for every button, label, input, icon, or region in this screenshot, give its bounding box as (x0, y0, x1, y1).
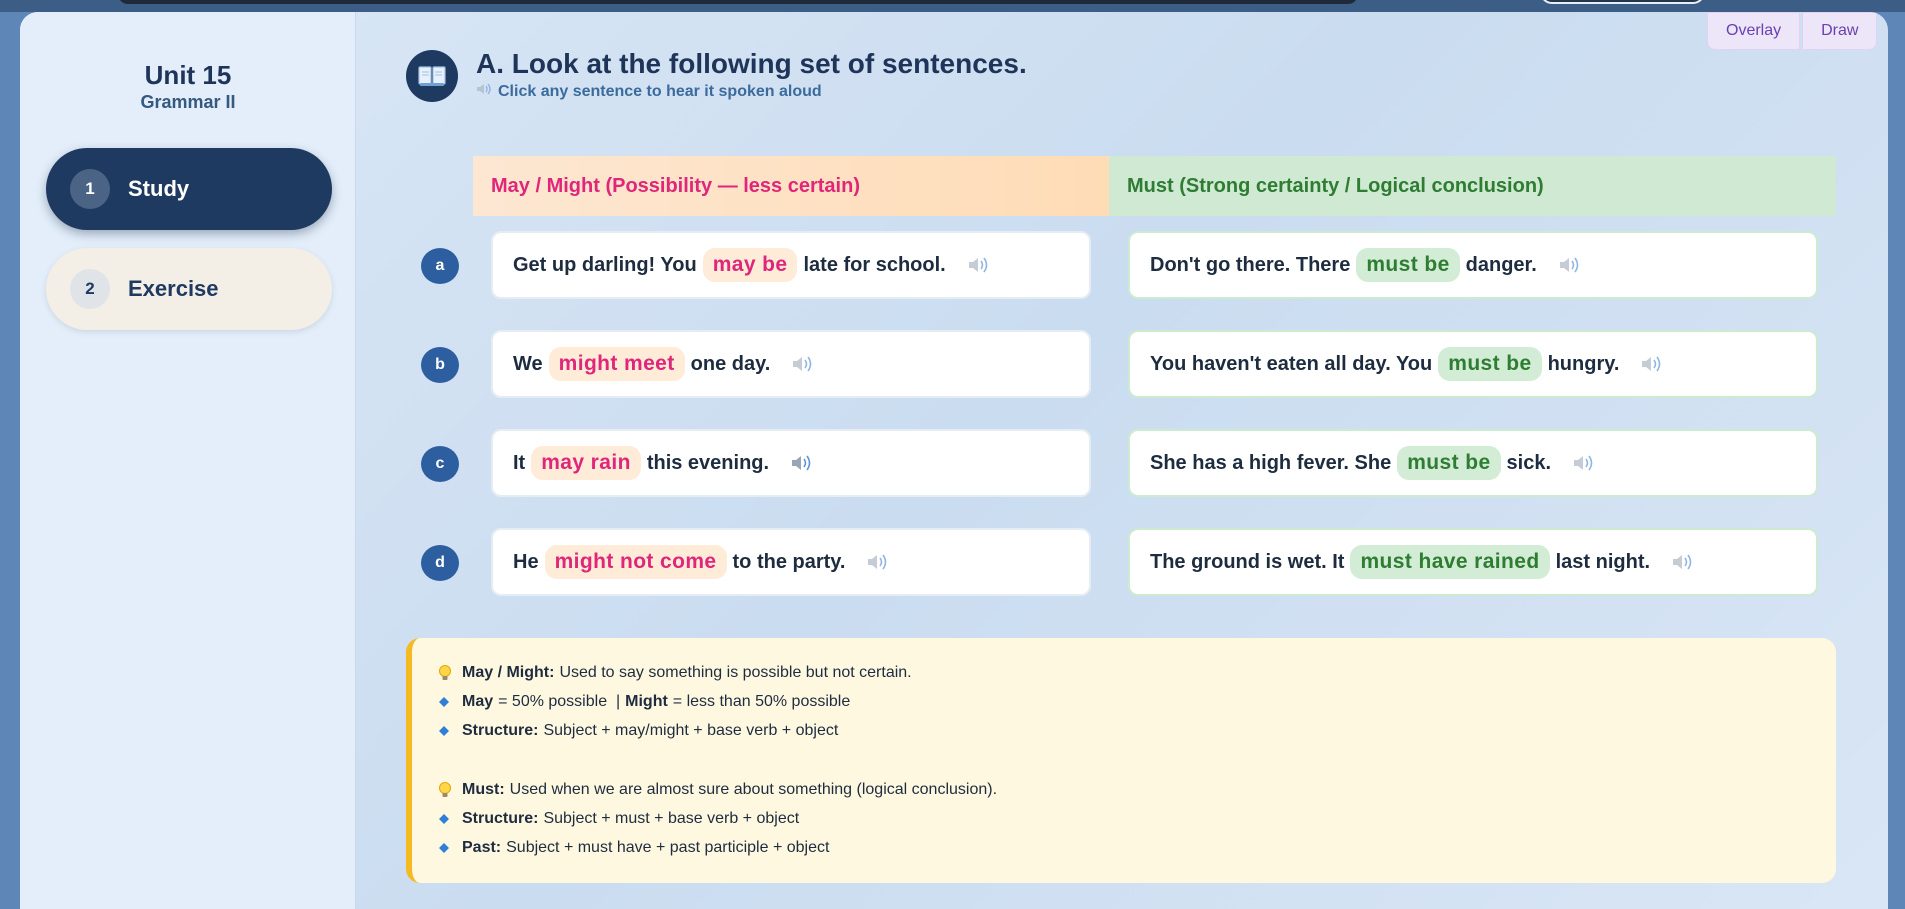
modal-highlight: must be (1397, 446, 1500, 480)
note-line (438, 775, 1836, 804)
sentence-card-may-d[interactable] (491, 528, 1091, 596)
note-text: Subject + must have + past participle + object (506, 838, 830, 856)
note-term: Past: (462, 838, 502, 856)
note-term: May (462, 692, 494, 710)
sentence-text: You haven't eaten all day. You (1150, 352, 1433, 375)
sentence-text: He (513, 550, 539, 573)
sentence-text: one day. (690, 352, 771, 375)
book-icon (406, 50, 458, 102)
speaker-icon[interactable] (968, 256, 990, 274)
sentence-text: We (513, 352, 543, 375)
sidebar-item-label: Study (128, 176, 190, 201)
sentence-text: She has a high fever. She (1150, 451, 1392, 474)
note-text: Subject + may/might + base verb + object (543, 721, 839, 739)
diamond-icon (438, 725, 462, 737)
sentence-card-must-c[interactable] (1128, 429, 1818, 497)
note-text: = less than 50% possible (672, 692, 851, 710)
sidebar (20, 12, 356, 909)
diamond-icon (438, 696, 462, 708)
note-line (438, 658, 1836, 687)
speaker-icon[interactable] (1573, 454, 1595, 472)
sentence-text: Don't go there. There (1150, 253, 1351, 276)
diamond-icon (438, 813, 462, 825)
note-line (438, 687, 1836, 716)
diamond-icon (438, 842, 462, 854)
note-text: Used when we are almost sure about something (logical conclusion). (509, 780, 998, 798)
browser-top-bar (0, 0, 1905, 12)
sentence-card-must-a[interactable] (1128, 231, 1818, 299)
sentence-card-must-d[interactable] (1128, 528, 1818, 596)
step-number: 1 (70, 169, 110, 209)
note-term: Might (625, 692, 668, 710)
speaker-icon (476, 82, 492, 101)
sentence-text: to the party. (732, 550, 846, 573)
unit-subtitle: Grammar II (140, 92, 236, 112)
note-line (438, 804, 1836, 833)
row-letter-b: b (421, 347, 459, 383)
sentence-text: this evening. (646, 451, 770, 474)
sentence-text: sick. (1506, 451, 1552, 474)
note-term: Structure: (462, 809, 539, 827)
lightbulb-icon (438, 781, 462, 799)
speaker-icon[interactable] (1559, 256, 1581, 274)
modal-highlight: may be (703, 248, 798, 282)
sidebar-item-study[interactable] (46, 148, 332, 230)
sentence-text: danger. (1465, 253, 1537, 276)
page-title: A. Look at the following set of sentences. (476, 48, 1027, 79)
sentence-text: hungry. (1547, 352, 1620, 375)
speaker-icon[interactable] (791, 454, 813, 472)
note-text: Used to say something is possible but not certain. (559, 663, 912, 681)
note-term: Structure: (462, 721, 539, 739)
lightbulb-icon (438, 664, 462, 682)
overlay-button[interactable]: Overlay (1707, 12, 1800, 50)
modal-highlight: might not come (545, 545, 727, 579)
must-column-header: Must (Strong certainty / Logical conclusion) (1109, 156, 1836, 216)
note-line (438, 716, 1836, 745)
sentence-text: last night. (1555, 550, 1651, 573)
step-number: 2 (70, 269, 110, 309)
sentence-text: Get up darling! You (513, 253, 697, 276)
speaker-icon[interactable] (867, 553, 889, 571)
speaker-icon[interactable] (1641, 355, 1663, 373)
tool-buttons (1707, 12, 1877, 50)
row-letter-d: d (421, 545, 459, 581)
sentence-card-may-b[interactable] (491, 330, 1091, 398)
modal-highlight: must have rained (1350, 545, 1549, 579)
modal-highlight: must be (1356, 248, 1459, 282)
sentence-text: The ground is wet. It (1150, 550, 1345, 573)
sidebar-item-exercise[interactable] (46, 248, 332, 330)
note-term: Must: (462, 780, 505, 798)
address-bar (118, 0, 1358, 4)
speaker-icon[interactable] (792, 355, 814, 373)
sentence-text: late for school. (803, 253, 946, 276)
note-term: May / Might: (462, 663, 555, 681)
modal-highlight: may rain (531, 446, 641, 480)
modal-highlight: might meet (549, 347, 685, 381)
modal-highlight: must be (1438, 347, 1541, 381)
speaker-icon[interactable] (1672, 553, 1694, 571)
grammar-notes (406, 638, 1836, 883)
sentence-card-must-b[interactable] (1128, 330, 1818, 398)
app-window (20, 12, 1888, 909)
draw-button[interactable]: Draw (1802, 12, 1877, 50)
note-text: Subject + must + base verb + object (543, 809, 800, 827)
row-letter-c: c (421, 446, 459, 482)
sentence-card-may-a[interactable] (491, 231, 1091, 299)
note-text: = 50% possible | (498, 692, 621, 710)
audio-hint-text: Click any sentence to hear it spoken aloud (498, 82, 822, 100)
row-letter-a: a (421, 248, 459, 284)
unit-title: Unit 15 (144, 60, 232, 90)
audio-hint (476, 82, 822, 101)
browser-button (1540, 0, 1705, 4)
sentence-card-may-c[interactable] (491, 429, 1091, 497)
note-line (438, 833, 1836, 862)
may-column-header: May / Might (Possibility — less certain) (473, 156, 1109, 216)
sentence-text: It (513, 451, 526, 474)
sidebar-item-label: Exercise (128, 276, 219, 301)
